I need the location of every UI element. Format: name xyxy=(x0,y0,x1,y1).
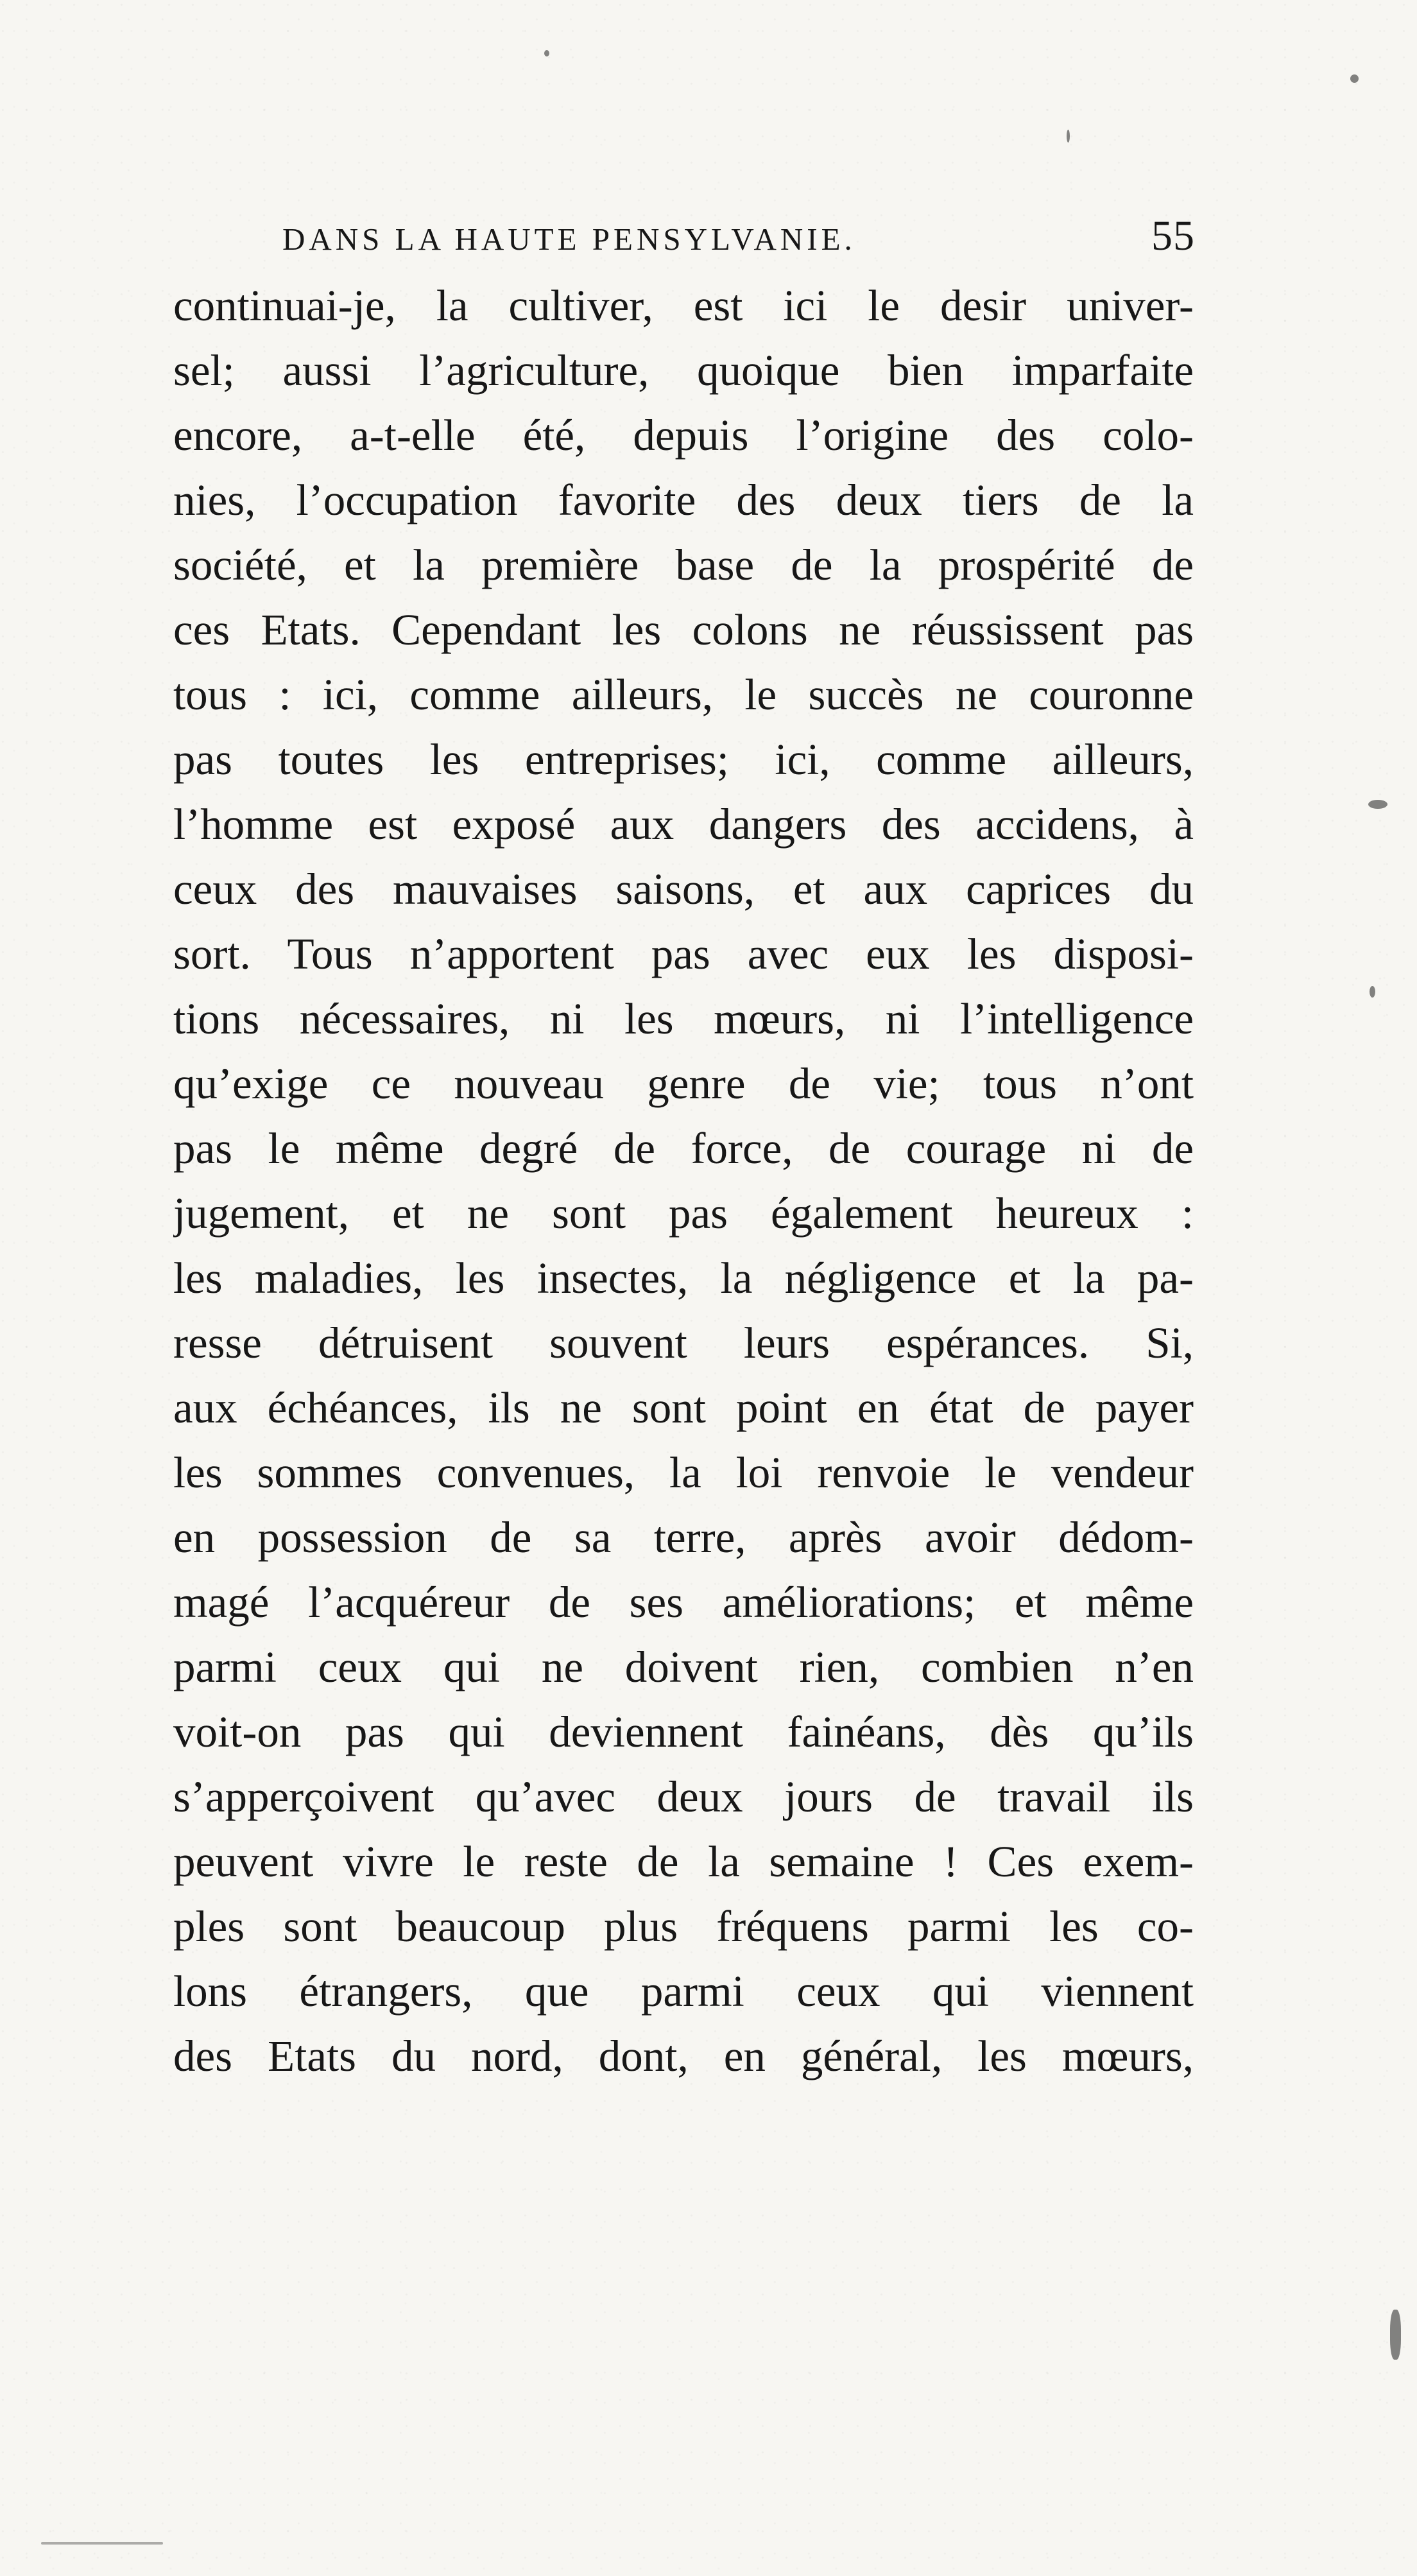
text-line: jugement, et ne sont pas également heureux : xyxy=(173,1189,1194,1238)
scan-speck xyxy=(544,50,549,56)
text-line: qu’exige ce nouveau genre de vie; tous n’ont xyxy=(173,1059,1194,1108)
running-head xyxy=(282,212,1194,263)
text-line: continuai-je, la cultiver, est ici le desir univer- xyxy=(173,281,1194,330)
text-line: ceux des mauvaises saisons, et aux caprices du xyxy=(173,865,1194,913)
text-line: les maladies, les insectes, la négligence et la pa- xyxy=(173,1254,1194,1302)
text-line: tions nécessaires, ni les mœurs, ni l’intelligence xyxy=(173,994,1194,1043)
text-line: société, et la première base de la prospérité de xyxy=(173,540,1194,589)
text-line: magé l’acquéreur de ses améliorations; et même xyxy=(173,1578,1194,1627)
text-line: tous : ici, comme ailleurs, le succès ne couronne xyxy=(173,670,1194,719)
text-line: l’homme est exposé aux dangers des accidens, à xyxy=(173,800,1194,849)
text-line: pas le même degré de force, de courage ni de xyxy=(173,1124,1194,1173)
text-line: s’apperçoivent qu’avec deux jours de travail ils xyxy=(173,1772,1194,1821)
text-line: en possession de sa terre, après avoir dédom- xyxy=(173,1513,1194,1562)
page-number: 55 xyxy=(1151,212,1195,259)
scan-speck xyxy=(1370,986,1375,998)
text-line: encore, a-t-elle été, depuis l’origine des colo- xyxy=(173,411,1194,460)
text-line: parmi ceux qui ne doivent rien, combien n’en xyxy=(173,1643,1194,1691)
text-line: voit-on pas qui deviennent fainéans, dès qu’ils xyxy=(173,1707,1194,1756)
text-line: aux échéances, ils ne sont point en état de payer xyxy=(173,1383,1194,1432)
scan-speck xyxy=(1067,130,1070,143)
running-title: DANS LA HAUTE PENSYLVANIE. xyxy=(282,221,856,257)
text-line: resse détruisent souvent leurs espérances. Si, xyxy=(173,1318,1194,1367)
text-line: ces Etats. Cependant les colons ne réussissent pas xyxy=(173,605,1194,654)
text-line: pas toutes les entreprises; ici, comme ailleurs, xyxy=(173,735,1194,784)
scan-speck xyxy=(1350,74,1359,83)
text-line: des Etats du nord, dont, en général, les mœurs, xyxy=(173,2032,1194,2080)
body-text xyxy=(173,273,1194,2089)
text-line: lons étrangers, que parmi ceux qui viennent xyxy=(173,1967,1194,2016)
text-line: ples sont beaucoup plus fréquens parmi les co- xyxy=(173,1902,1194,1951)
text-line: les sommes convenues, la loi renvoie le vendeur xyxy=(173,1448,1194,1497)
scan-speck xyxy=(1390,2310,1401,2360)
text-line: sort. Tous n’apportent pas avec eux les disposi- xyxy=(173,929,1194,978)
text-line: peuvent vivre le reste de la semaine ! Ces exem- xyxy=(173,1837,1194,1886)
scan-speck xyxy=(41,2542,163,2545)
text-line: sel; aussi l’agriculture, quoique bien imparfaite xyxy=(173,346,1194,395)
scan-speck xyxy=(1368,800,1387,809)
text-line: nies, l’occupation favorite des deux tiers de la xyxy=(173,476,1194,524)
